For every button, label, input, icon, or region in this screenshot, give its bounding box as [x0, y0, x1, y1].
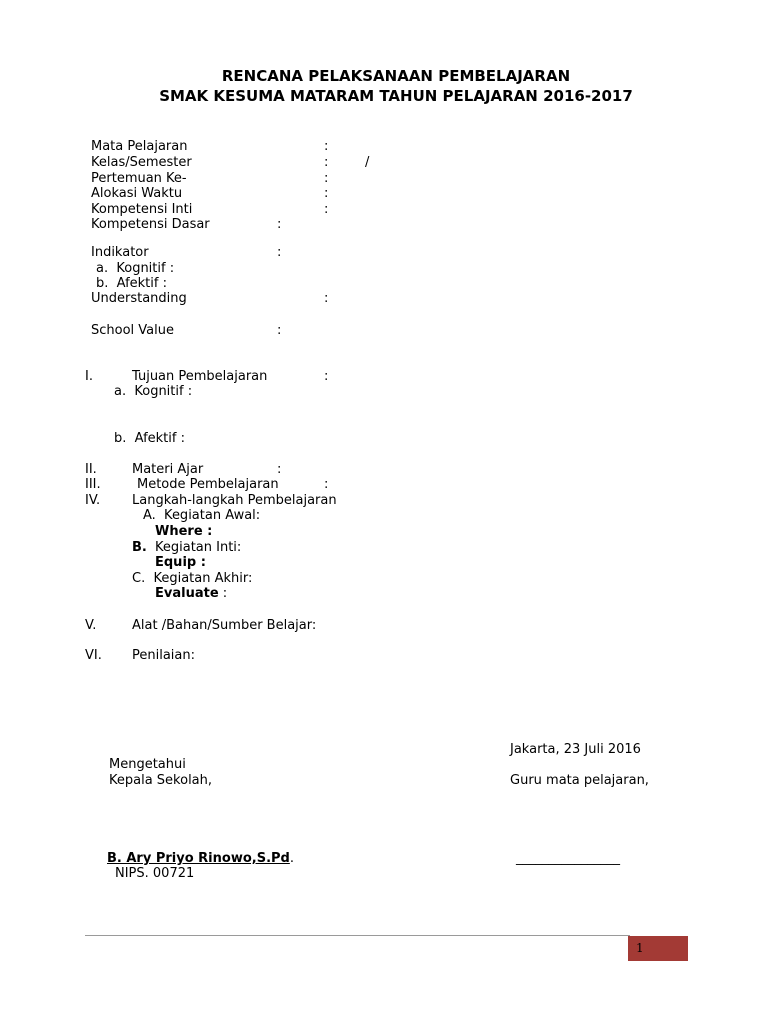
- page-number: 1: [636, 941, 644, 955]
- section-ii-label: Materi Ajar: [132, 462, 204, 477]
- colon: :: [277, 323, 282, 338]
- head-name-dot: .: [289, 851, 294, 866]
- colon: :: [324, 369, 329, 384]
- kegiatan-inti-letter: B.: [132, 540, 147, 555]
- section-vi-label: Penilaian:: [132, 648, 196, 663]
- nips: NIPS. 00721: [115, 866, 195, 881]
- label-kompetensi-inti: Kompetensi Inti: [91, 202, 193, 217]
- colon: :: [324, 171, 329, 186]
- label-pertemuan: Pertemuan Ke-: [91, 171, 187, 186]
- slash: /: [365, 155, 370, 170]
- colon: :: [324, 155, 329, 170]
- section-vi-number: VI.: [85, 648, 102, 663]
- section-i-label: Tujuan Pembelajaran: [132, 369, 268, 384]
- label-kompetensi-dasar: Kompetensi Dasar: [91, 217, 210, 232]
- kegiatan-awal: A. Kegiatan Awal:: [143, 508, 261, 523]
- head-signature: [107, 851, 294, 867]
- footer-rule: [85, 935, 630, 936]
- document-title: RENCANA PELAKSANAAN PEMBELAJARAN: [221, 67, 571, 85]
- equip-label: Equip :: [155, 555, 206, 570]
- colon: :: [324, 291, 329, 306]
- colon: :: [324, 186, 329, 201]
- kegiatan-akhir: C. Kegiatan Akhir:: [132, 571, 253, 586]
- evaluate-line: [155, 586, 227, 602]
- section-iii-label: Metode Pembelajaran: [137, 477, 279, 492]
- guru-label: Guru mata pelajaran,: [510, 773, 649, 788]
- colon: :: [324, 477, 329, 492]
- section-iii-number: III.: [85, 477, 101, 492]
- label-alokasi-waktu: Alokasi Waktu: [91, 186, 183, 201]
- colon: :: [218, 586, 228, 601]
- section-v-label: Alat /Bahan/Sumber Belajar:: [132, 618, 317, 633]
- label-mata-pelajaran: Mata Pelajaran: [91, 139, 188, 154]
- kegiatan-inti: Kegiatan Inti:: [155, 540, 242, 555]
- indikator-afektif: b. Afektif :: [96, 276, 167, 291]
- evaluate-label: Evaluate: [155, 586, 219, 601]
- section-ii-number: II.: [85, 462, 97, 477]
- section-v-number: V.: [85, 618, 97, 633]
- teacher-signature-blank: ________________: [516, 851, 620, 866]
- section-i-number: I.: [85, 369, 93, 384]
- tujuan-afektif: b. Afektif :: [114, 431, 185, 446]
- colon: :: [277, 245, 282, 260]
- document-subtitle: SMAK KESUMA MATARAM TAHUN PELAJARAN 2016-2017: [159, 87, 633, 105]
- place-date: Jakarta, 23 Juli 2016: [510, 742, 641, 757]
- colon: :: [324, 139, 329, 154]
- indikator-kognitif: a. Kognitif :: [96, 261, 175, 276]
- label-school-value: School Value: [91, 323, 174, 338]
- label-kelas-semester: Kelas/Semester: [91, 155, 192, 170]
- colon: :: [277, 462, 282, 477]
- mengetahui: Mengetahui: [109, 757, 186, 772]
- section-iv-label: Langkah-langkah Pembelajaran: [132, 493, 337, 508]
- section-iv-number: IV.: [85, 493, 101, 508]
- colon: :: [324, 202, 329, 217]
- colon: :: [277, 217, 282, 232]
- label-indikator: Indikator: [91, 245, 149, 260]
- kepala-sekolah-label: Kepala Sekolah,: [109, 773, 213, 788]
- tujuan-kognitif: a. Kognitif :: [114, 384, 193, 399]
- label-understanding: Understanding: [91, 291, 187, 306]
- where-label: Where :: [155, 524, 213, 539]
- head-name: B. Ary Priyo Rinowo,S.Pd: [107, 851, 290, 866]
